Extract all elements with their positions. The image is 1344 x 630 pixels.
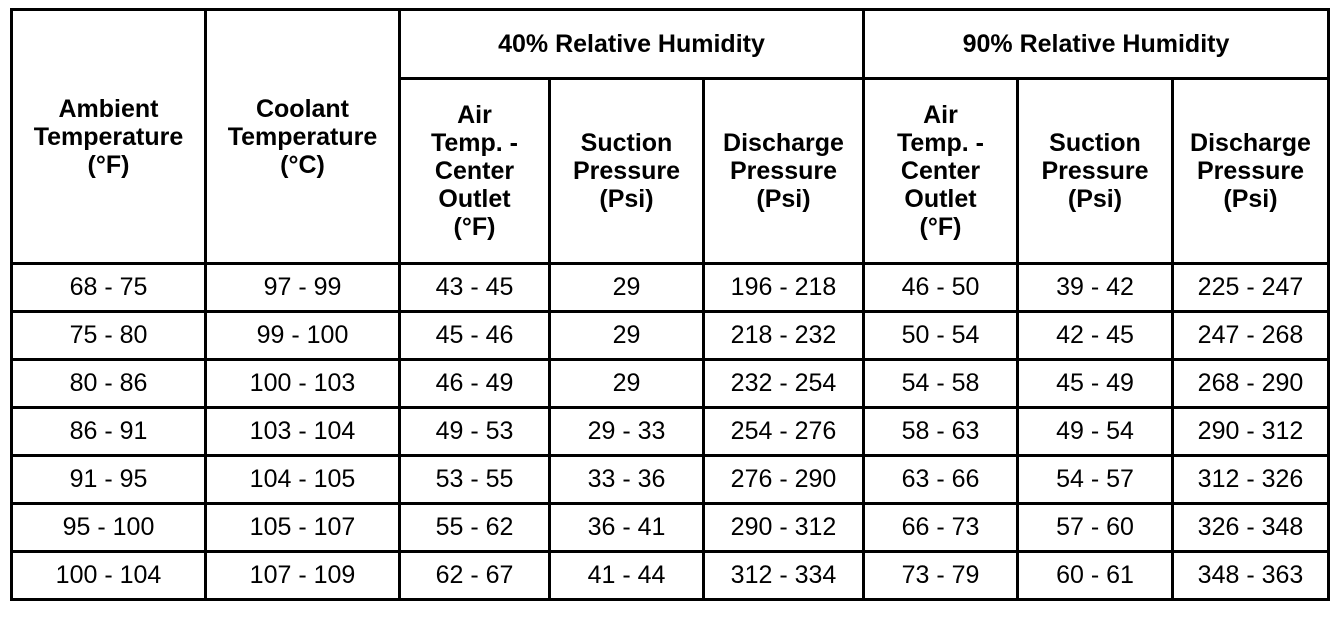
suction-90-cell: 39 - 42 <box>1018 264 1173 312</box>
table-row <box>12 312 1329 360</box>
air-temp-40-cell: 46 - 49 <box>400 360 550 408</box>
air-temp-40-cell: 55 - 62 <box>400 504 550 552</box>
discharge-40-cell: 290 - 312 <box>704 504 864 552</box>
coolant-temp-cell: 104 - 105 <box>206 456 400 504</box>
air-temp-90-cell: 63 - 66 <box>864 456 1018 504</box>
air-temp-40-cell: 62 - 67 <box>400 552 550 600</box>
air-temp-90-cell: 46 - 50 <box>864 264 1018 312</box>
discharge-90-cell: 247 - 268 <box>1173 312 1329 360</box>
table-row <box>12 360 1329 408</box>
suction-40-cell: 29 <box>550 360 704 408</box>
suction-90-cell: 54 - 57 <box>1018 456 1173 504</box>
table-row <box>12 552 1329 600</box>
air-temp-40-cell: 53 - 55 <box>400 456 550 504</box>
coolant-temp-cell: 99 - 100 <box>206 312 400 360</box>
coolant-temp-cell: 107 - 109 <box>206 552 400 600</box>
air-temp-90-cell: 58 - 63 <box>864 408 1018 456</box>
suction-pressure-90-header: Suction Pressure (Psi) <box>1018 79 1173 264</box>
suction-pressure-40-header: Suction Pressure (Psi) <box>550 79 704 264</box>
air-temp-90-cell: 54 - 58 <box>864 360 1018 408</box>
table-row <box>12 456 1329 504</box>
ambient-temperature-header: Ambient Temperature (°F) <box>12 10 206 264</box>
suction-40-cell: 29 <box>550 312 704 360</box>
table-container <box>10 8 1330 601</box>
coolant-temp-cell: 97 - 99 <box>206 264 400 312</box>
suction-40-cell: 33 - 36 <box>550 456 704 504</box>
table-row <box>12 408 1329 456</box>
coolant-temp-cell: 100 - 103 <box>206 360 400 408</box>
air-temp-90-header: Air Temp. - Center Outlet (°F) <box>864 79 1018 264</box>
coolant-temp-cell: 103 - 104 <box>206 408 400 456</box>
suction-90-cell: 42 - 45 <box>1018 312 1173 360</box>
table-row <box>12 504 1329 552</box>
ambient-temp-cell: 91 - 95 <box>12 456 206 504</box>
discharge-40-cell: 196 - 218 <box>704 264 864 312</box>
discharge-40-cell: 218 - 232 <box>704 312 864 360</box>
humidity-90-group-header: 90% Relative Humidity <box>864 10 1329 79</box>
suction-40-cell: 29 - 33 <box>550 408 704 456</box>
discharge-90-cell: 326 - 348 <box>1173 504 1329 552</box>
air-temp-40-header: Air Temp. - Center Outlet (°F) <box>400 79 550 264</box>
ambient-temp-cell: 86 - 91 <box>12 408 206 456</box>
air-temp-40-cell: 43 - 45 <box>400 264 550 312</box>
discharge-90-cell: 225 - 247 <box>1173 264 1329 312</box>
discharge-pressure-40-header: Discharge Pressure (Psi) <box>704 79 864 264</box>
coolant-temp-cell: 105 - 107 <box>206 504 400 552</box>
discharge-90-cell: 290 - 312 <box>1173 408 1329 456</box>
discharge-pressure-90-header: Discharge Pressure (Psi) <box>1173 79 1329 264</box>
air-temp-90-cell: 66 - 73 <box>864 504 1018 552</box>
discharge-40-cell: 276 - 290 <box>704 456 864 504</box>
ambient-temp-cell: 100 - 104 <box>12 552 206 600</box>
ac-performance-table <box>10 8 1330 601</box>
discharge-90-cell: 268 - 290 <box>1173 360 1329 408</box>
suction-40-cell: 41 - 44 <box>550 552 704 600</box>
discharge-90-cell: 312 - 326 <box>1173 456 1329 504</box>
discharge-90-cell: 348 - 363 <box>1173 552 1329 600</box>
discharge-40-cell: 254 - 276 <box>704 408 864 456</box>
suction-90-cell: 60 - 61 <box>1018 552 1173 600</box>
air-temp-40-cell: 45 - 46 <box>400 312 550 360</box>
header-row-groups <box>12 10 1329 79</box>
air-temp-90-cell: 50 - 54 <box>864 312 1018 360</box>
suction-90-cell: 45 - 49 <box>1018 360 1173 408</box>
ambient-temp-cell: 75 - 80 <box>12 312 206 360</box>
suction-90-cell: 49 - 54 <box>1018 408 1173 456</box>
suction-40-cell: 36 - 41 <box>550 504 704 552</box>
table-row <box>12 264 1329 312</box>
ambient-temp-cell: 80 - 86 <box>12 360 206 408</box>
discharge-40-cell: 312 - 334 <box>704 552 864 600</box>
air-temp-40-cell: 49 - 53 <box>400 408 550 456</box>
suction-90-cell: 57 - 60 <box>1018 504 1173 552</box>
ambient-temp-cell: 95 - 100 <box>12 504 206 552</box>
suction-40-cell: 29 <box>550 264 704 312</box>
air-temp-90-cell: 73 - 79 <box>864 552 1018 600</box>
humidity-40-group-header: 40% Relative Humidity <box>400 10 864 79</box>
discharge-40-cell: 232 - 254 <box>704 360 864 408</box>
ambient-temp-cell: 68 - 75 <box>12 264 206 312</box>
coolant-temperature-header: Coolant Temperature (°C) <box>206 10 400 264</box>
